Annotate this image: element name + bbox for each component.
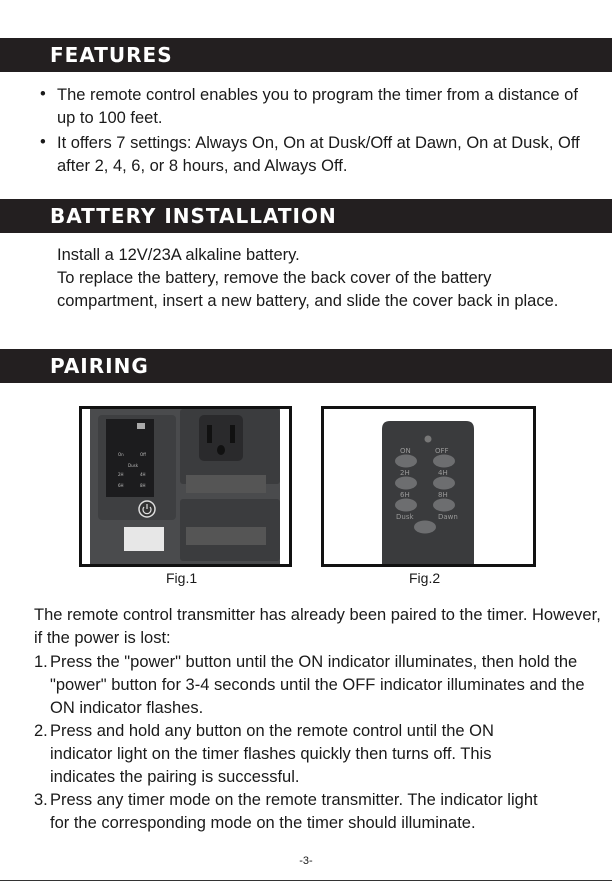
remote-illustration xyxy=(324,409,533,564)
battery-heading: BATTERY INSTALLATION xyxy=(0,199,612,233)
pairing-step-1-number: 1. xyxy=(34,653,48,671)
pairing-step-2 xyxy=(34,720,600,789)
remote-label-6h: 6H xyxy=(400,491,410,499)
feature-bullet-1 xyxy=(42,84,587,130)
remote-label-dawn: Dawn xyxy=(438,513,458,521)
battery-text-2: To replace the battery, remove the back cover of the battery compartment, insert a new battery, and slide the cover back in place. xyxy=(57,269,559,310)
remote-label-4h: 4H xyxy=(438,469,448,477)
remote-label-dusk: Dusk xyxy=(396,513,414,521)
pairing-step-3-number: 3. xyxy=(34,791,48,809)
pairing-step-3 xyxy=(34,789,600,835)
timer-label-off: Off xyxy=(140,452,146,457)
timer-label-4h: 4H xyxy=(140,472,146,477)
pairing-step-2-text: Press and hold any button on the remote control until the ON indicator light on the timer flashes quickly then turns off. This indicates the pairing is successful. xyxy=(50,722,494,786)
pairing-step-1-text: Press the "power" button until the ON indicator illuminates, then hold the "power" button for 3-4 seconds until the OFF indicator illuminates and the ON indicator flashes. xyxy=(50,653,585,717)
feature-bullet-2-text: • It offers 7 settings: Always On, On at Dusk/Off at Dawn, On at Dusk, Off after 2, 4, 6, or 8 hours, and Always Off. xyxy=(57,134,580,175)
remote-label-2h: 2H xyxy=(400,469,410,477)
feature-bullet-1-text: • The remote control enables you to program the timer from a distance of up to 100 feet. xyxy=(57,86,578,127)
pairing-step-3-text: Press any timer mode on the remote transmitter. The indicator light for the corresponding mode on the timer should illuminate. xyxy=(50,791,538,832)
feature-bullet-2 xyxy=(42,132,587,178)
remote-label-8h: 8H xyxy=(438,491,448,499)
timer-label-2h: 2H xyxy=(118,472,124,477)
timer-label-dusk: Dusk xyxy=(128,463,139,468)
figure-1-timer xyxy=(79,406,292,567)
pairing-step-2-number: 2. xyxy=(34,722,48,740)
figure-2-caption: Fig.2 xyxy=(409,570,441,586)
pairing-heading: PAIRING xyxy=(0,349,612,383)
pairing-intro: The remote control transmitter has already been paired to the timer. However, if the power is lost: xyxy=(34,606,601,647)
footer-rule xyxy=(0,880,612,881)
page-number: -3- xyxy=(299,855,313,867)
timer-label-8h: 8H xyxy=(140,483,146,488)
pairing-step-1 xyxy=(34,651,600,720)
figure-1-caption: Fig.1 xyxy=(166,570,198,586)
remote-label-on: ON xyxy=(400,447,411,455)
figure-2-remote xyxy=(321,406,536,567)
timer-label-6h: 6H xyxy=(118,483,124,488)
features-heading: FEATURES xyxy=(0,38,612,72)
battery-text-1: Install a 12V/23A alkaline battery. xyxy=(57,246,300,264)
remote-label-off: OFF xyxy=(435,447,449,455)
timer-illustration xyxy=(82,409,289,564)
timer-label-on: On xyxy=(118,452,124,457)
